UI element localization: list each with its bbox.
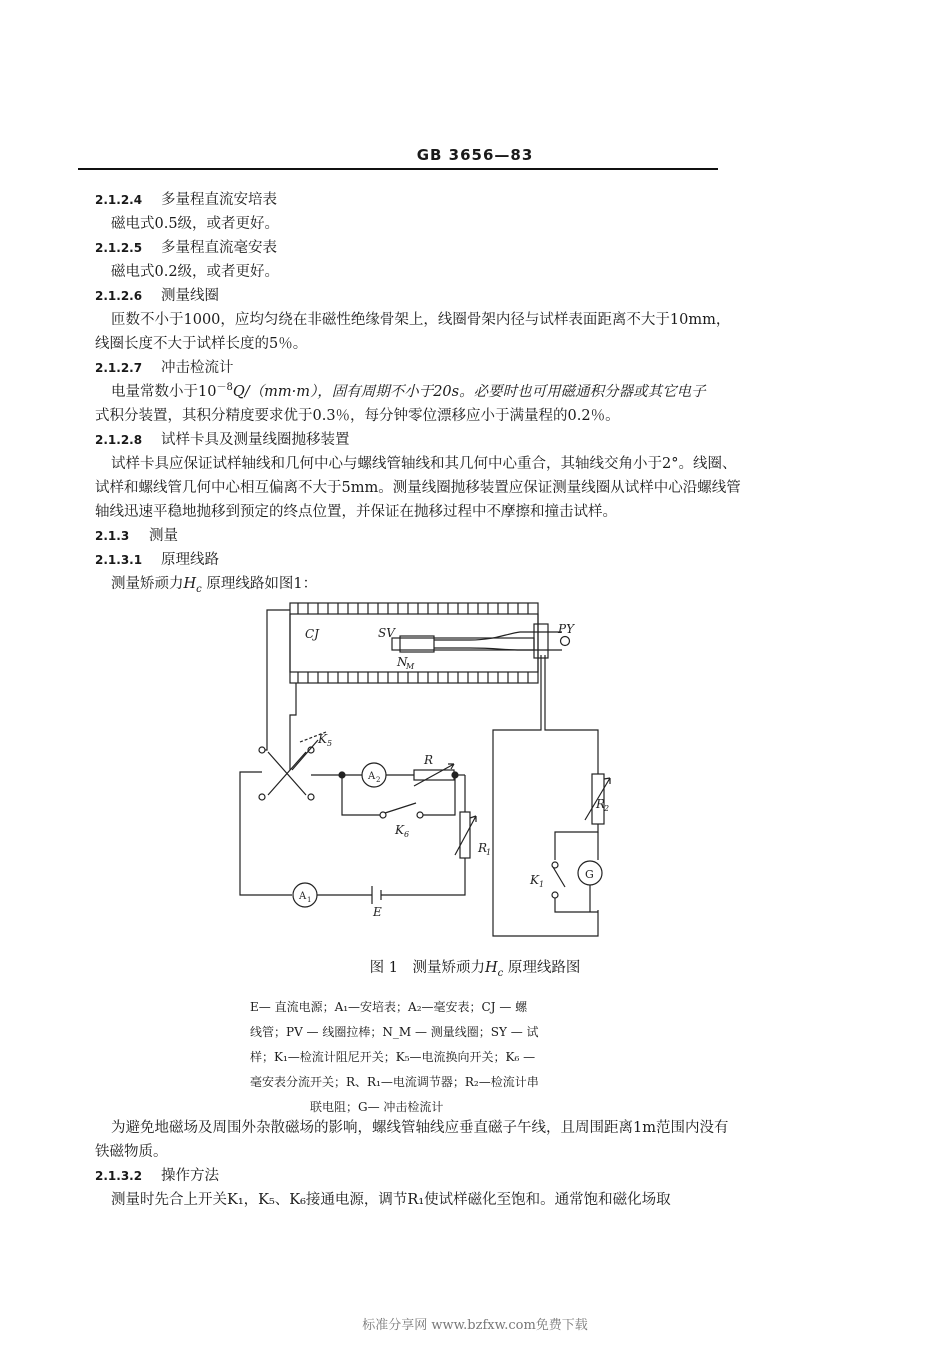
label-k6-sub: 6 [404,830,410,839]
coil-lead-right [545,655,598,820]
section-2126-line2: 线圈长度不大于试样长度的5％。 [95,336,308,352]
section-number: 2.1.2.7 [95,361,143,375]
para-after-line2: 铁磁物质。 [95,1144,168,1160]
label-g: G [585,868,594,881]
label-a2-sub: 2 [376,776,381,784]
page-footer-watermark: 标准分享网 www.bzfxw.com免费下载 [362,1318,588,1333]
label-e: E [373,905,382,919]
section-2132-heading [95,1166,219,1186]
legend-line: 联电阻；G— 冲击检流计 [310,1100,444,1114]
label-k5-sub: 5 [327,739,333,748]
section-2132-body: 测量时先合上开关K₁，K₅、K₆接通电源，调节R₁使试样磁化至饱和。通常饱和磁化场取 [111,1192,671,1208]
label-cj: CJ [305,627,319,641]
label-a1: A [299,891,307,902]
label-r2: R [596,797,606,811]
section-number: 2.1.2.6 [95,289,143,303]
section-title: 测量线圈 [161,288,219,304]
section-2126-line1: 匝数不小于1000，应均匀绕在非磁性绝缘骨架上，线圈骨架内径与试样表面距离不大于10mm， [111,312,731,328]
exponent: －8 [216,382,233,393]
section-number: 2.1.3.2 [95,1169,143,1183]
section-title: 测量 [149,528,178,544]
figure-caption [0,956,950,977]
symbol-sub: c [196,584,202,595]
section-number: 2.1.2.5 [95,241,143,255]
legend-line: 毫安表分流开关；R、R₁—电流调节器；R₂—检流计串 [250,1075,539,1089]
section-title: 试样卡具及测量线圈抛移装置 [161,432,350,448]
text: Q/（mm·m），固有周期不小于20s。必要时也可用磁通积分器或其它电子 [232,384,706,400]
label-k1-sub: 1 [539,880,545,889]
pull-rod [434,632,562,650]
legend-line: 样；K₁—检流计阻尼开关；K₅—电流换向开关；K₆ — [250,1050,536,1064]
section-number: 2.1.3.1 [95,553,143,567]
label-py: PY [558,622,574,636]
page-header: GB 3656—83 [416,146,534,164]
label-sv: SV [378,626,395,640]
section-title: 多量程直流毫安表 [161,240,277,256]
solenoid-top-ticks [298,603,528,614]
section-2128-line1: 试样卡具应保证试样轴线和几何中心与螺线管轴线和其几何中心重合，其轴线交角小于2°。线圈、 [111,456,737,472]
section-title: 操作方法 [161,1168,219,1184]
main-loop-left [240,772,292,895]
symbol: H [484,960,498,976]
solenoid-bottom-ticks [298,672,528,683]
section-number: 2.1.3 [95,529,130,543]
text: 原理线路如图1： [201,576,318,592]
resistor-r1 [460,812,470,858]
section-number: 2.1.2.8 [95,433,143,447]
section-2125-body: 磁电式0.2级，或者更好。 [111,264,280,280]
text: 测量矫顽力 [111,576,184,592]
solenoid-lead-left [262,610,290,750]
label-nm-sub: M [406,662,415,671]
section-title: 原理线路 [161,552,219,568]
rod-clamp [534,624,548,658]
text: 电量常数小于10 [111,384,217,400]
legend-line: E— 直流电源；A₁—安培表；A₂—毫安表；CJ — 螺 [250,1000,528,1014]
section-2128-line2: 试样和螺线管几何中心相互偏离不大于5mm。测量线圈抛移装置应保证测量线圈从试样中心沿螺线管 [95,480,741,496]
section-title: 多量程直流安培表 [161,192,277,208]
symbol-sub: c [497,968,504,979]
section-number: 2.1.2.4 [95,193,143,207]
battery-e [372,886,381,904]
label-k5: K [318,732,327,746]
k1-blade [553,867,565,887]
k6-blade [385,803,416,813]
label-r: R [424,753,434,767]
label-r2-sub: 2 [604,804,610,813]
label-k1: K [530,873,539,887]
pull-rod-handle [561,637,570,646]
text: 原理线路图 [503,960,581,976]
section-title: 冲击检流计 [161,360,234,376]
text: 图 1 测量矫顽力 [369,960,485,976]
label-r1: R [478,841,488,855]
label-k6: K [395,823,404,837]
section-2124-body: 磁电式0.5级，或者更好。 [111,216,280,232]
para-after-line1: 为避免地磁场及周围外杂散磁场的影响，螺线管轴线应垂直磁子午线，且周围距离1m范围内没有 [111,1120,729,1136]
solenoid-lead-bottom [290,683,296,770]
symbol: H [183,576,197,592]
section-2127-line2: 式积分装置，其积分精度要求优于0.3％，每分钟零位漂移应小于满量程的0.2％。 [95,408,620,424]
label-a1-sub: 1 [307,896,312,904]
figure-legend [250,995,580,1120]
solenoid-body [290,603,538,683]
label-r1-sub: 1 [486,848,492,857]
reversing-switch-blades [268,740,318,795]
section-2128-line3: 轴线迅速平稳地抛移到预定的终点位置，并保证在抛移过程中不摩擦和撞击试样。 [95,504,617,520]
label-a2: A [368,771,376,782]
label-nm: N [397,655,408,669]
legend-line: 线管；PV — 线圈拉棒；N_M — 测量线圈；SY — 试 [250,1025,539,1039]
